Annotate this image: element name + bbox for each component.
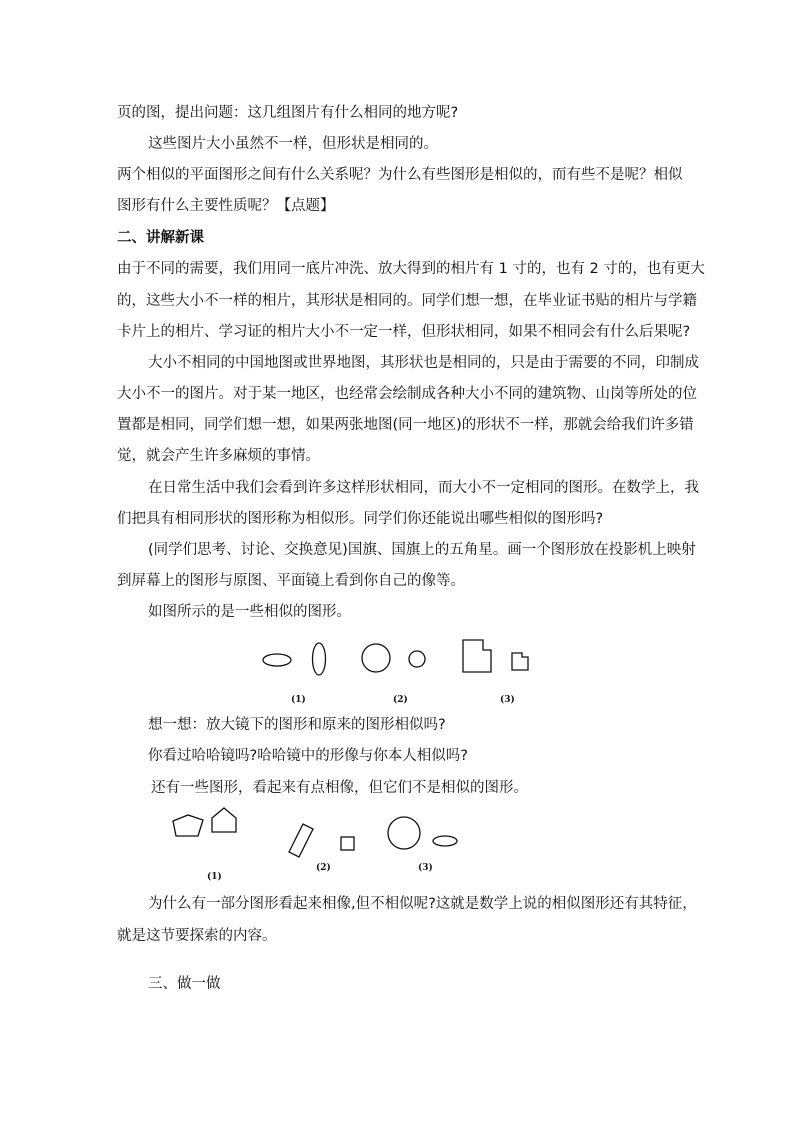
text-line: 觉，就会产生许多麻烦的事情。 <box>117 448 320 464</box>
text-line: 到屏幕上的图形与原图、平面镜上看到你自己的像等。 <box>117 573 465 589</box>
figure-label: (2) <box>316 863 331 873</box>
text-line: 还有一些图形，看起来有点相像，但它们不是相似的图形。 <box>151 780 528 796</box>
text-line: 这些图片大小虽然不一样，但形状是相同的。 <box>148 136 438 152</box>
text-line: 想一想：放大镜下的图形和原来的图形相似吗? <box>148 717 446 733</box>
large-circle <box>362 644 390 672</box>
text-line: 如图所示的是一些相似的图形。 <box>148 604 351 620</box>
small-square <box>341 837 354 850</box>
text-line: 卡片上的相片、学习证的相片大小不一定一样，但形状相同，如果不相同会有什么后果呢? <box>117 324 691 340</box>
text-line: 就是这节要探索的内容。 <box>117 928 277 944</box>
text-line: 图形有什么主要性质呢？【点题】 <box>117 198 335 214</box>
small-ellipse <box>433 836 457 846</box>
figure-label: (3) <box>500 695 515 705</box>
figure-label: (1) <box>207 872 222 882</box>
circle <box>388 817 420 849</box>
text-line: 们把具有相同形状的图形称为相似形。同学们你还能说出哪些相似的图形吗? <box>117 511 604 527</box>
figure-label: (1) <box>291 695 306 705</box>
tilted-rectangle <box>289 824 313 857</box>
text-line: 在日常生活中我们会看到许多这样形状相同，而大小不一定相同的图形。在数学上，我 <box>148 480 699 496</box>
text-line: 为什么有一部分图形看起来相像,但不相似呢?这就是数学上说的相似图形还有其特征， <box>148 896 697 912</box>
text-line: 的，这些大小不一样的相片，其形状是相同的。同学们想一想，在毕业证书贴的相片与学籍 <box>117 293 697 309</box>
section-heading: 三、做一做 <box>148 976 221 992</box>
flat-ellipse <box>263 654 291 666</box>
small-notched-square <box>512 653 528 670</box>
text-line: 你看过哈哈镜吗?哈哈镜中的形像与你本人相似吗? <box>148 748 468 764</box>
tall-ellipse <box>313 643 326 675</box>
figure-label: (2) <box>393 695 408 705</box>
figure-label: (3) <box>418 863 433 873</box>
text-line: 页的图，提出问题：这几组图片有什么相同的地方呢? <box>117 105 459 121</box>
irregular-pentagon <box>173 815 203 836</box>
text-line: (同学们思考、讨论、交换意见)国旗、国旗上的五角星。画一个图形放在投影机上映射 <box>148 542 696 558</box>
large-notched-square <box>463 640 491 672</box>
text-line: 置都是相同，同学们想一想，如果两张地图(同一地区)的形状不一样，那就会给我们许多错 <box>117 417 694 433</box>
text-line: 大小不相同的中国地图或世界地图，其形状也是相同的，只是由于需要的不同，印制成 <box>148 355 699 371</box>
text-line: 由于不同的需要，我们用同一底片冲洗、放大得到的相片有 1 寸的，也有 2 寸的，也有更大 <box>117 261 705 277</box>
small-circle <box>409 651 425 667</box>
section-heading: 二、讲解新课 <box>117 230 204 246</box>
house-pentagon <box>212 808 236 832</box>
text-line: 大小不一的图片。对于某一地区，也经常会绘制成各种大小不同的建筑物、山岗等所处的位 <box>117 386 697 402</box>
text-line: 两个相似的平面图形之间有什么关系呢？为什么有些图形是相似的，而有些不是呢？相似 <box>117 167 683 183</box>
